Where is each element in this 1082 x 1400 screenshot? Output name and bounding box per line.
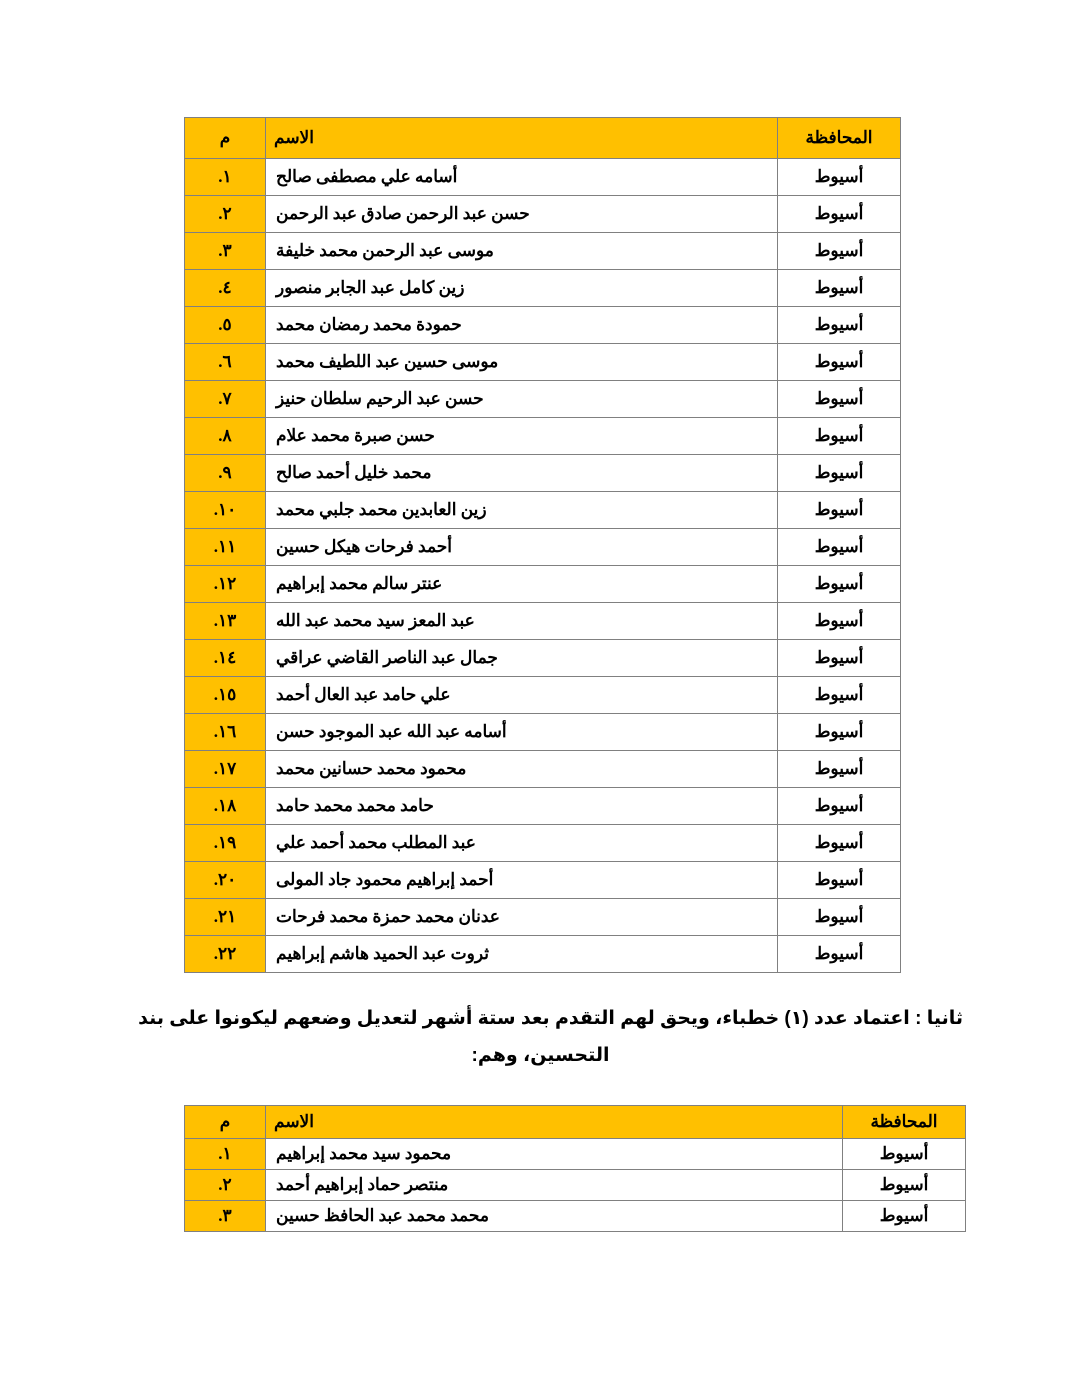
cell-number: ١٤. (185, 640, 266, 677)
cell-number: ١٥. (185, 677, 266, 714)
cell-governorate: أسيوط (778, 270, 901, 307)
cell-name: زين العابدين محمد جلبي محمد (266, 492, 778, 529)
cell-governorate: أسيوط (778, 418, 901, 455)
cell-number: ٢. (185, 1170, 266, 1201)
cell-number: ٤. (185, 270, 266, 307)
cell-name: ثروت عبد الحميد هاشم إبراهيم (266, 936, 778, 973)
cell-name: عبد المعز سيد محمد عبد الله (266, 603, 778, 640)
note-line-two: التحسين، وهم: (471, 1045, 610, 1067)
cell-number: ٩. (185, 455, 266, 492)
cell-name: محمد خليل أحمد صالح (266, 455, 778, 492)
cell-number: ١. (185, 1139, 266, 1170)
cell-number: ١. (185, 159, 266, 196)
table-row (185, 455, 901, 492)
column-header-governorate: المحافظة (843, 1106, 966, 1139)
table-row (185, 418, 901, 455)
table-row (185, 233, 901, 270)
names-table-secondary (185, 1105, 966, 1232)
cell-governorate: أسيوط (778, 640, 901, 677)
cell-governorate: أسيوط (778, 714, 901, 751)
cell-governorate: أسيوط (778, 159, 901, 196)
table (184, 117, 901, 973)
cell-name: محمود سيد محمد إبراهيم (266, 1139, 843, 1170)
cell-number: ٣. (185, 233, 266, 270)
cell-name: أسامه علي مصطفى صالح (266, 159, 778, 196)
table-row (185, 529, 901, 566)
cell-name: منتصر حماد إبراهيم أحمد (266, 1170, 843, 1201)
cell-name: حسن عبد الرحمن صادق عبد الرحمن (266, 196, 778, 233)
cell-name: أسامه عبد الله عبد الموجود حسن (266, 714, 778, 751)
cell-governorate: أسيوط (778, 455, 901, 492)
table-header-row (185, 118, 901, 159)
cell-governorate: أسيوط (778, 196, 901, 233)
cell-name: حمودة محمد رمضان محمد (266, 307, 778, 344)
table-row (185, 307, 901, 344)
cell-number: ٢٢. (185, 936, 266, 973)
cell-number: ٨. (185, 418, 266, 455)
table-row (185, 788, 901, 825)
table-body (185, 159, 901, 973)
cell-number: ٢. (185, 196, 266, 233)
cell-number: ٢١. (185, 899, 266, 936)
table-row (185, 1139, 966, 1170)
cell-name: حامد محمد محمد حامد (266, 788, 778, 825)
cell-governorate: أسيوط (778, 899, 901, 936)
cell-number: ١٢. (185, 566, 266, 603)
table-row (185, 566, 901, 603)
cell-name: أحمد فرحات هيكل حسين (266, 529, 778, 566)
column-header-governorate: المحافظة (778, 118, 901, 159)
table-row (185, 196, 901, 233)
table-row (185, 159, 901, 196)
cell-governorate: أسيوط (778, 936, 901, 973)
cell-name: عنتر سالم محمد إبراهيم (266, 566, 778, 603)
cell-name: موسى عبد الرحمن محمد خليفة (266, 233, 778, 270)
cell-governorate: أسيوط (778, 381, 901, 418)
table-row (185, 270, 901, 307)
table-row (185, 751, 901, 788)
cell-name: حسن صبرة محمد علام (266, 418, 778, 455)
table-row (185, 714, 901, 751)
table-row (185, 603, 901, 640)
cell-governorate: أسيوط (778, 233, 901, 270)
cell-name: علي حامد عبد العال أحمد (266, 677, 778, 714)
cell-governorate: أسيوط (778, 344, 901, 381)
cell-number: ٥. (185, 307, 266, 344)
cell-governorate: أسيوط (778, 603, 901, 640)
cell-governorate: أسيوط (778, 492, 901, 529)
cell-number: ١٠. (185, 492, 266, 529)
cell-name: محمد محمد عبد الحافظ حسين (266, 1201, 843, 1232)
cell-governorate: أسيوط (778, 788, 901, 825)
cell-governorate: أسيوط (778, 307, 901, 344)
cell-number: ٢٠. (185, 862, 266, 899)
table-row (185, 344, 901, 381)
cell-governorate: أسيوط (843, 1170, 966, 1201)
table (184, 1105, 966, 1232)
table-row (185, 936, 901, 973)
cell-governorate: أسيوط (843, 1201, 966, 1232)
cell-number: ٦. (185, 344, 266, 381)
table-row (185, 825, 901, 862)
cell-number: ١١. (185, 529, 266, 566)
cell-number: ٣. (185, 1201, 266, 1232)
table-header (185, 118, 901, 159)
table-row (185, 640, 901, 677)
table-header-row (185, 1106, 966, 1139)
column-header-number: م (185, 1106, 266, 1139)
cell-governorate: أسيوط (778, 825, 901, 862)
cell-number: ١٧. (185, 751, 266, 788)
cell-name: أحمد إبراهيم محمود جاد المولى (266, 862, 778, 899)
cell-name: حسن عبد الرحيم سلطان حنيز (266, 381, 778, 418)
cell-number: ١٦. (185, 714, 266, 751)
cell-governorate: أسيوط (778, 862, 901, 899)
cell-number: ١٩. (185, 825, 266, 862)
cell-governorate: أسيوط (778, 751, 901, 788)
cell-governorate: أسيوط (778, 529, 901, 566)
cell-name: زين كامل عبد الجابر منصور (266, 270, 778, 307)
cell-governorate: أسيوط (778, 677, 901, 714)
table-row (185, 899, 901, 936)
column-header-name: الاسم (266, 1106, 843, 1139)
table-row (185, 677, 901, 714)
cell-governorate: أسيوط (843, 1139, 966, 1170)
cell-name: عدنان محمد حمزة محمد فرحات (266, 899, 778, 936)
cell-name: محمود محمد حسانين محمد (266, 751, 778, 788)
column-header-name: الاسم (266, 118, 778, 159)
table-row (185, 862, 901, 899)
table-header (185, 1106, 966, 1139)
cell-name: جمال عبد الناصر القاضي عراقي (266, 640, 778, 677)
cell-number: ١٨. (185, 788, 266, 825)
cell-number: ٧. (185, 381, 266, 418)
cell-governorate: أسيوط (778, 566, 901, 603)
note-line-one: ثانيا : اعتماد عدد (١) خطباء، ويحق لهم التقدم بعد ستة أشهر لتعديل وضعهم ليكونوا على بند (138, 1008, 963, 1029)
table-row (185, 1201, 966, 1232)
cell-number: ١٣. (185, 603, 266, 640)
column-header-number: م (185, 118, 266, 159)
table-body (185, 1139, 966, 1232)
table-row (185, 381, 901, 418)
cell-name: عبد المطلب محمد أحمد علي (266, 825, 778, 862)
names-table-primary (185, 117, 901, 973)
section-note-paragraph (118, 1000, 963, 1074)
table-row (185, 492, 901, 529)
cell-name: موسى حسين عبد اللطيف محمد (266, 344, 778, 381)
table-row (185, 1170, 966, 1201)
